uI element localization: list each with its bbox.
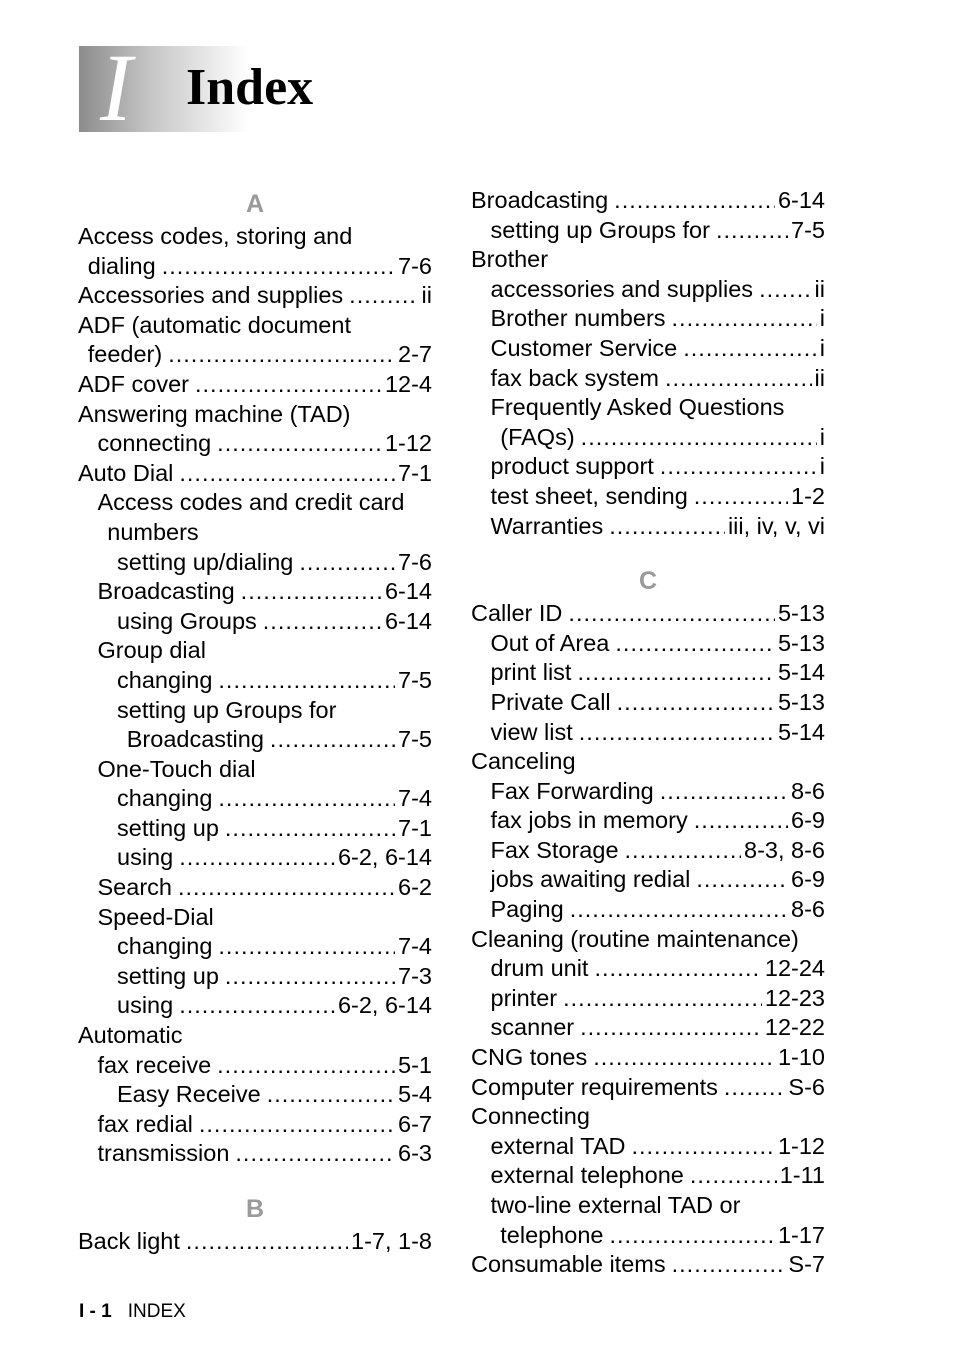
index-entry (78, 370, 432, 400)
index-entry (78, 725, 432, 755)
dot-leader (570, 895, 788, 925)
index-entry-page: 5-14 (777, 659, 825, 686)
index-column-right (471, 186, 825, 1280)
index-entry-label: Canceling (471, 748, 576, 775)
index-entry-label: Caller ID (471, 600, 563, 627)
index-entry (471, 629, 825, 659)
section-gap (471, 541, 825, 563)
index-entry (471, 304, 825, 334)
dot-leader (660, 777, 788, 807)
index-entry (78, 696, 432, 726)
index-entry-label: two-line external TAD or (490, 1192, 741, 1218)
index-entry (78, 1227, 432, 1257)
dot-leader (759, 275, 811, 305)
dot-leader (199, 1110, 395, 1140)
index-entry (471, 925, 825, 955)
dot-leader (179, 843, 335, 873)
index-entry-label: Back light (78, 1228, 180, 1254)
dot-leader (690, 1161, 777, 1191)
dot-leader (217, 429, 382, 459)
index-entry (78, 666, 432, 696)
index-entry (471, 895, 825, 925)
index-entry-page: 7-1 (398, 814, 432, 841)
index-entry-page: 8-3, 8-6 (744, 836, 825, 863)
index-entry-label: Brother numbers (490, 305, 666, 332)
index-entry-label: using (117, 992, 174, 1019)
index-entry-page: i (819, 334, 825, 361)
index-entry (78, 281, 432, 311)
index-entry (471, 658, 825, 688)
index-entry (471, 423, 825, 453)
index-entry-page: 5-13 (777, 688, 825, 715)
dot-leader (179, 991, 335, 1021)
dot-leader (672, 1250, 786, 1280)
index-entry (78, 400, 432, 430)
index-entry (78, 1021, 432, 1051)
dot-leader (716, 216, 788, 246)
index-entry-label: setting up/dialing (117, 548, 294, 575)
index-entry-page: 12-22 (764, 1014, 825, 1041)
index-entry-page: 6-14 (777, 187, 825, 213)
index-entry (471, 718, 825, 748)
dot-leader (225, 814, 395, 844)
dot-leader (235, 1139, 395, 1169)
index-entry (471, 364, 825, 394)
index-entry-label: external telephone (490, 1162, 684, 1189)
index-entry-page: iii, iv, v, vi (727, 512, 825, 539)
index-entry (471, 777, 825, 807)
index-entry-page: S-6 (788, 1073, 825, 1100)
index-entry (78, 784, 432, 814)
index-entry-page: 7-3 (398, 962, 432, 989)
index-entry-label: connecting (97, 430, 212, 457)
index-entry-page: 12-4 (384, 370, 432, 397)
index-entry-label: transmission (97, 1140, 230, 1167)
index-entry-label: dialing (87, 252, 156, 279)
index-entry-label: Access codes and credit card (97, 489, 405, 516)
index-entry-page: 6-3 (398, 1140, 432, 1167)
index-entry (471, 747, 825, 777)
index-entry (471, 512, 825, 542)
index-column-left (78, 186, 432, 1257)
index-entry-page: 6-9 (791, 866, 825, 893)
index-entry-label: Auto Dial (78, 459, 174, 486)
index-entry (471, 216, 825, 246)
index-entry-label: Automatic (78, 1022, 183, 1049)
footer-section-label: INDEX (127, 1301, 186, 1322)
index-entry-label: accessories and supplies (490, 275, 754, 302)
index-entry-label: using (117, 844, 174, 871)
index-entry (471, 245, 825, 275)
index-entry-label: printer (490, 984, 558, 1011)
index-entry-page: 6-2 (398, 874, 432, 901)
index-entry-page: 7-1 (398, 459, 432, 486)
index-entry-label: setting up (117, 814, 219, 841)
index-entry (78, 843, 432, 873)
index-entry (471, 1132, 825, 1162)
index-entry (78, 1139, 432, 1169)
index-entry-page: 2-7 (398, 341, 432, 368)
dot-leader (594, 954, 761, 984)
index-entry-page: 6-14 (384, 578, 432, 605)
index-entry-label: Answering machine (TAD) (78, 400, 351, 427)
index-entry-page: 6-2, 6-14 (337, 992, 432, 1019)
index-entry-page: 1-12 (384, 430, 432, 457)
index-entry-label: numbers (107, 518, 199, 545)
index-entry-page: 5-4 (398, 1081, 432, 1108)
index-entry (471, 482, 825, 512)
index-entry-label: Accessories and supplies (78, 282, 344, 309)
index-entry-label: Cleaning (routine maintenance) (471, 925, 799, 952)
dot-leader (694, 806, 788, 836)
index-entry-page: 1-7, 1-8 (351, 1228, 432, 1254)
index-entry-label: fax redial (97, 1110, 193, 1137)
dot-leader (615, 629, 775, 659)
index-entry-label: Frequently Asked Questions (490, 394, 785, 421)
dot-leader (579, 718, 775, 748)
index-entry-page: 1-12 (777, 1132, 825, 1159)
index-entry-label: Easy Receive (117, 1081, 261, 1108)
dot-leader (614, 186, 775, 216)
index-section-letter: C (638, 567, 658, 596)
index-entry-label: Paging (490, 896, 564, 923)
index-entry-label: CNG tones (471, 1044, 588, 1071)
index-entry-page: 7-6 (398, 252, 432, 279)
index-entry (471, 1043, 825, 1073)
index-entry-label: drum unit (490, 955, 589, 982)
index-entry-label: Customer Service (490, 334, 678, 361)
index-entry-label: Broadcasting (97, 578, 235, 605)
dot-leader (631, 1132, 774, 1162)
index-entry-label: changing (117, 933, 213, 960)
index-entry-label: setting up Groups for (490, 216, 710, 243)
index-entry (78, 903, 432, 933)
dot-leader (162, 252, 395, 282)
dot-leader (349, 281, 418, 311)
index-entry-page: 6-9 (791, 807, 825, 834)
index-entry-page: 5-13 (777, 629, 825, 656)
dot-leader (610, 1221, 775, 1251)
index-entry-page: 5-13 (777, 600, 825, 627)
index-entry-label: ADF (automatic document (78, 311, 351, 338)
index-entry-label: Broadcasting (126, 726, 264, 753)
index-entry-label: fax jobs in memory (490, 807, 688, 834)
index-entry (471, 1161, 825, 1191)
index-entry-label: changing (117, 666, 213, 693)
index-entry-page: 6-2, 6-14 (337, 844, 432, 871)
dot-leader (694, 482, 788, 512)
index-entry-label: jobs awaiting redial (490, 866, 691, 893)
dot-leader (299, 548, 395, 578)
index-entry (78, 1051, 432, 1081)
index-entry (78, 340, 432, 370)
index-entry-page: ii (421, 282, 432, 309)
index-entry-page: 7-5 (398, 666, 432, 693)
chapter-letter: I (100, 34, 132, 141)
dot-leader (178, 873, 395, 903)
index-entry (471, 1102, 825, 1132)
dot-leader (218, 666, 395, 696)
index-entry-page: 1-2 (791, 482, 825, 509)
index-entry-label: ADF cover (78, 370, 189, 397)
index-entry (471, 393, 825, 423)
dot-leader (580, 1013, 762, 1043)
footer-page-number: I - 1 (79, 1301, 112, 1322)
index-entry (471, 984, 825, 1014)
index-entry-label: setting up (117, 962, 219, 989)
index-entry (471, 452, 825, 482)
index-entry (78, 311, 432, 341)
index-entry-label: using Groups (117, 607, 257, 634)
index-entry-label: Fax Storage (490, 836, 619, 863)
index-entry (78, 873, 432, 903)
index-entry-label: Speed-Dial (97, 903, 214, 930)
index-entry-label: Computer requirements (471, 1073, 718, 1100)
index-entry-page: 1-11 (779, 1162, 825, 1189)
index-entry (471, 275, 825, 305)
index-entry-page: 8-6 (791, 896, 825, 923)
dot-leader (179, 459, 395, 489)
dot-leader (186, 1227, 348, 1257)
index-entry-label: fax back system (490, 364, 659, 391)
index-entry-page: 7-6 (398, 548, 432, 575)
index-entry (471, 865, 825, 895)
index-entry (78, 1110, 432, 1140)
dot-leader (195, 370, 382, 400)
dot-leader (577, 658, 774, 688)
index-entry-page: 7-4 (398, 785, 432, 812)
index-entry-label: changing (117, 785, 213, 812)
page-title: Index (186, 59, 314, 116)
index-entry-page: i (819, 453, 825, 480)
index-entry (78, 814, 432, 844)
index-entry-page: 7-4 (398, 933, 432, 960)
index-entry (78, 962, 432, 992)
index-entry-label: Brother (471, 246, 549, 273)
index-entry-page: ii (814, 364, 825, 391)
index-entry (78, 429, 432, 459)
index-entry-page: 5-14 (777, 718, 825, 745)
index-entry-label: external TAD (490, 1132, 626, 1159)
index-entry (471, 1221, 825, 1251)
index-entry (78, 1080, 432, 1110)
dot-leader (724, 1073, 786, 1103)
index-entry-label: Connecting (471, 1103, 590, 1130)
dot-leader (593, 1043, 775, 1073)
index-entry (471, 836, 825, 866)
index-entry-page: ii (814, 275, 825, 302)
dot-leader (263, 607, 382, 637)
dot-leader (696, 865, 788, 895)
dot-leader (168, 340, 395, 370)
index-entry-label: feeder) (87, 341, 163, 368)
index-entry (471, 1250, 825, 1280)
index-entry-page: i (819, 305, 825, 332)
index-entry (471, 688, 825, 718)
dot-leader (568, 599, 775, 629)
index-entry-page: 5-1 (398, 1051, 432, 1078)
index-entry-label: Access codes, storing and (78, 223, 353, 249)
index-section-letter: B (245, 1195, 265, 1223)
index-entry-page: 1-17 (777, 1221, 825, 1248)
index-entry (471, 954, 825, 984)
dot-leader (683, 334, 817, 364)
dot-leader (217, 1051, 395, 1081)
index-entry-label: telephone (500, 1221, 604, 1248)
index-entry-label: One-Touch dial (97, 755, 256, 782)
index-entry (78, 636, 432, 666)
dot-leader (225, 962, 395, 992)
index-section-letter: A (245, 190, 265, 218)
dot-leader (563, 984, 762, 1014)
index-entry-label: Private Call (490, 688, 611, 715)
dot-leader (218, 784, 395, 814)
index-entry-label: Warranties (490, 512, 604, 539)
index-entry-label: setting up Groups for (117, 696, 337, 723)
index-entry (471, 599, 825, 629)
dot-leader (625, 836, 741, 866)
index-entry (78, 518, 432, 548)
dot-leader (581, 423, 817, 453)
index-entry-page: 1-10 (777, 1044, 825, 1071)
dot-leader (609, 512, 725, 542)
index-entry (78, 755, 432, 785)
index-entry-label: view list (490, 718, 573, 745)
dot-leader (617, 688, 775, 718)
index-entry (471, 1191, 825, 1221)
index-entry-label: Consumable items (471, 1251, 666, 1278)
index-entry-page: S-7 (788, 1251, 825, 1278)
index-entry-label: scanner (490, 1014, 575, 1041)
index-entry (78, 488, 432, 518)
dot-leader (660, 452, 817, 482)
section-gap (78, 1169, 432, 1191)
index-entry (78, 991, 432, 1021)
index-entry (78, 548, 432, 578)
dot-leader (267, 1080, 395, 1110)
index-entry-label: product support (490, 453, 654, 480)
dot-leader (218, 932, 395, 962)
index-entry-label: (FAQs) (500, 423, 575, 450)
index-entry-page: 6-7 (398, 1110, 432, 1137)
index-entry-page: 6-14 (384, 607, 432, 634)
index-entry-page: i (819, 423, 825, 450)
index-entry (471, 1013, 825, 1043)
index-entry-page: 12-23 (764, 984, 825, 1011)
index-entry-label: Group dial (97, 637, 206, 664)
index-entry (78, 607, 432, 637)
dot-leader (665, 364, 812, 394)
index-entry-label: fax receive (97, 1051, 212, 1078)
index-entry (78, 577, 432, 607)
index-entry (471, 334, 825, 364)
index-entry-label: test sheet, sending (490, 482, 688, 509)
index-entry (78, 252, 432, 282)
index-entry-page: 7-5 (398, 726, 432, 753)
index-entry (471, 186, 825, 216)
index-entry (471, 1073, 825, 1103)
index-entry-page: 12-24 (764, 955, 825, 982)
index-entry-label: Fax Forwarding (490, 777, 654, 804)
index-entry (78, 459, 432, 489)
page-footer (79, 1301, 186, 1323)
index-entry (471, 806, 825, 836)
index-entry-label: Out of Area (490, 629, 610, 656)
index-entry-label: Search (97, 874, 172, 901)
dot-leader (241, 577, 382, 607)
dot-leader (672, 304, 817, 334)
dot-leader (270, 725, 395, 755)
index-entry (78, 222, 432, 252)
index-entry-label: Broadcasting (471, 187, 609, 213)
index-entry-page: 8-6 (791, 777, 825, 804)
index-entry (78, 932, 432, 962)
index-entry-page: 7-5 (791, 216, 825, 243)
index-entry-label: print list (490, 659, 572, 686)
